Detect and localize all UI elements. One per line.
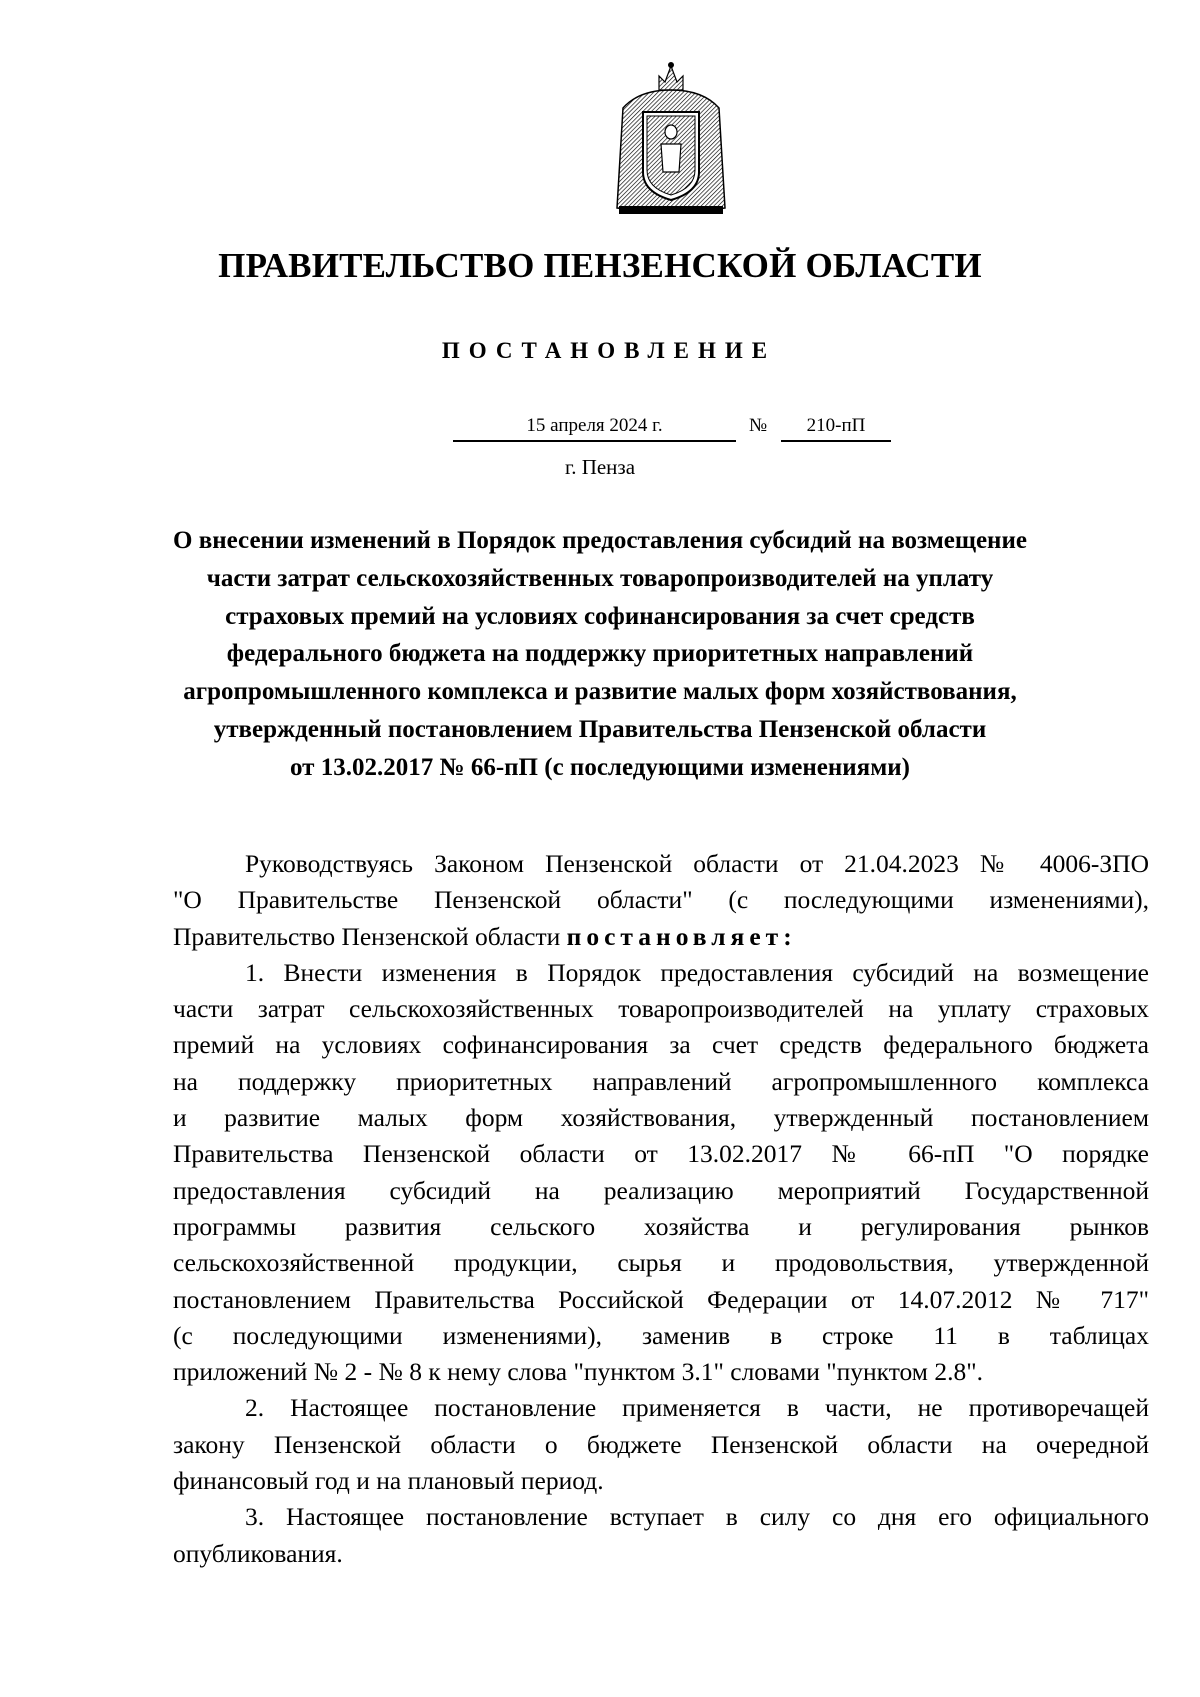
document-type: ПОСТАНОВЛЕНИЕ — [441, 338, 777, 363]
item-line: и развитие малых форм хозяйствования, утвержденный постановлением — [173, 1103, 1149, 1133]
item-line: (с последующими изменениями), заменив в строке 11 в таблицах — [173, 1320, 1149, 1350]
document-number: 210-пП — [781, 414, 891, 442]
preamble-line: Руководствуясь Законом Пензенской области от 21.04.2023 № 4006-ЗПО — [245, 849, 1149, 878]
preamble-paragraph — [173, 846, 1149, 955]
item-line: приложений № 2 - № 8 к нему слова "пунктом 3.1" словами "пунктом 2.8". — [173, 1357, 983, 1387]
subject-line: утвержденный постановлением Правительства Пензенской области — [213, 715, 987, 743]
item-line: части затрат сельскохозяйственных товаропроизводителей на уплату страховых — [173, 994, 1149, 1024]
item-line: 2. Настоящее постановление применяется в части, не противоречащей — [245, 1393, 1149, 1423]
preamble-text: Правительство Пензенской области — [173, 921, 567, 951]
document-body — [173, 846, 1149, 1572]
item-2-paragraph — [173, 1390, 1149, 1499]
item-line: сельскохозяйственной продукции, сырья и продовольствия, утвержденной — [173, 1248, 1149, 1278]
subject-line: агропромышленного комплекса и развитие малых форм хозяйствования, — [183, 678, 1017, 706]
item-line: 1. Внести изменения в Порядок предоставления субсидий на возмещение — [245, 957, 1149, 987]
subject-line: части затрат сельскохозяйственных товаропроизводителей на уплату — [206, 564, 994, 592]
item-line: финансовый год и на плановый период. — [173, 1466, 604, 1496]
number-sign: № — [749, 415, 768, 436]
subject-line: от 13.02.2017 № 66-пП (с последующими изменениями) — [290, 753, 910, 781]
item-line: на поддержку приоритетных направлений агропромышленного комплекса — [173, 1066, 1149, 1096]
document-subject — [160, 522, 1040, 787]
organization-title: ПРАВИТЕЛЬСТВО ПЕНЗЕНСКОЙ ОБЛАСТИ — [218, 246, 982, 285]
item-line: предоставления субсидий на реализацию мероприятий Государственной — [173, 1175, 1149, 1205]
penza-region-coat-of-arms-icon — [609, 60, 733, 218]
document-city: г. Пенза — [564, 455, 636, 479]
item-line: 3. Настоящее постановление вступает в силу со дня его официального — [245, 1502, 1149, 1532]
preamble-line — [173, 919, 1149, 955]
subject-line: федерального бюджета на поддержку приоритетных направлений — [226, 640, 974, 668]
item-line: программы развития сельского хозяйства и регулирования рынков — [173, 1211, 1149, 1241]
item-line: постановлением Правительства Российской Федерации от 14.07.2012 № 717" — [173, 1284, 1149, 1314]
item-line: опубликования. — [173, 1538, 343, 1568]
item-1-paragraph — [173, 955, 1149, 1391]
subject-line: страховых премий на условиях софинансирования за счет средств — [225, 602, 975, 630]
resolves-word: постановляет: — [566, 921, 797, 951]
preamble-line: "О Правительстве Пензенской области" (с последующими изменениями), — [173, 885, 1149, 915]
document-date: 15 апреля 2024 г. — [453, 414, 736, 442]
item-3-paragraph — [173, 1499, 1149, 1572]
subject-line: О внесении изменений в Порядок предоставления субсидий на возмещение — [173, 527, 1027, 554]
item-line: премий на условиях софинансирования за счет средств федерального бюджета — [173, 1030, 1149, 1060]
item-line: Правительства Пензенской области от 13.02.2017 № 66-пП "О порядке — [173, 1139, 1149, 1169]
item-line: закону Пензенской области о бюджете Пензенской области на очередной — [173, 1429, 1149, 1459]
